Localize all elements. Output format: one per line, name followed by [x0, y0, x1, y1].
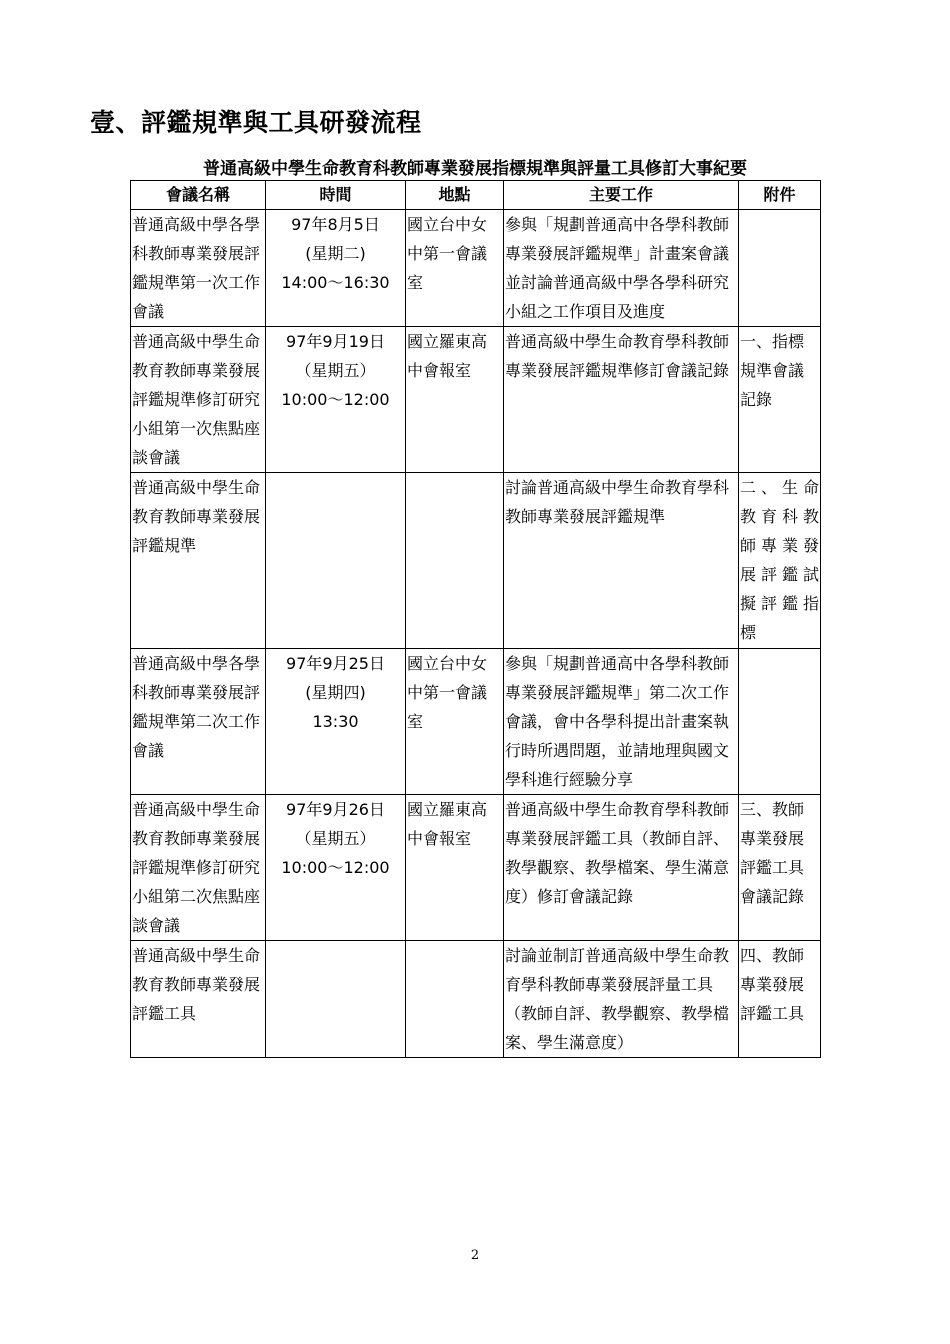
- cell-meeting-name: 普通高級中學生命教育教師專業發展評鑑規準: [131, 473, 266, 649]
- cell-main-work: 參與「規劃普通高中各學科教師專業發展評鑑規準」計畫案會議並討論普通高級中學各學科研究小組之工作項目及進度: [504, 210, 739, 327]
- time-weekday: （星期五）: [295, 829, 376, 848]
- cell-meeting-name: 普通高級中學生命教育教師專業發展評鑑規準修訂研究小組第二次焦點座談會議: [131, 795, 266, 941]
- time-weekday: （星期五）: [295, 361, 376, 380]
- meeting-log-table: [130, 180, 821, 1058]
- time-hours: 13:30: [312, 712, 359, 731]
- time-hours: 14:00～16:30: [281, 273, 390, 292]
- cell-place: 國立台中女中第一會議室: [406, 210, 504, 327]
- table-row: [131, 795, 821, 941]
- cell-meeting-name: 普通高級中學生命教育教師專業發展評鑑規準修訂研究小組第一次焦點座談會議: [131, 327, 266, 473]
- table-row: [131, 941, 821, 1058]
- cell-place: 國立台中女中第一會議室: [406, 649, 504, 795]
- header-place: 地點: [406, 181, 504, 210]
- cell-attachment: [739, 649, 821, 795]
- cell-main-work: 普通高級中學生命教育學科教師專業發展評鑑工具（教師自評、教學觀察、教學檔案、學生滿意度）修訂會議記錄: [504, 795, 739, 941]
- cell-time: [266, 795, 406, 941]
- time-hours: 10:00～12:00: [281, 390, 390, 409]
- cell-time: [266, 941, 406, 1058]
- cell-place: 國立羅東高中會報室: [406, 327, 504, 473]
- header-time: 時間: [266, 181, 406, 210]
- cell-meeting-name: 普通高級中學生命教育教師專業發展評鑑工具: [131, 941, 266, 1058]
- cell-attachment: 三、教師專業發展評鑑工具會議記錄: [739, 795, 821, 941]
- cell-time: [266, 473, 406, 649]
- cell-main-work: 討論並制訂普通高級中學生命教育學科教師專業發展評量工具（教師自評、教學觀察、教學檔案、學生滿意度）: [504, 941, 739, 1058]
- section-heading: 壹、評鑑規準與工具研發流程: [90, 108, 422, 137]
- cell-time: [266, 649, 406, 795]
- time-date: 97年9月25日: [286, 654, 385, 673]
- header-meeting-name: 會議名稱: [131, 181, 266, 210]
- time-weekday: (星期四): [305, 683, 366, 702]
- cell-place: 國立羅東高中會報室: [406, 795, 504, 941]
- cell-attachment: 一、指標規準會議記錄: [739, 327, 821, 473]
- cell-time: [266, 327, 406, 473]
- page-number: 2: [470, 1248, 480, 1263]
- cell-meeting-name: 普通高級中學各學科教師專業發展評鑑規準第二次工作會議: [131, 649, 266, 795]
- table-row: [131, 473, 821, 649]
- cell-main-work: 普通高級中學生命教育學科教師專業發展評鑑規準修訂會議記錄: [504, 327, 739, 473]
- cell-main-work: 討論普通高級中學生命教育學科教師專業發展評鑑規準: [504, 473, 739, 649]
- time-date: 97年8月5日: [291, 215, 380, 234]
- cell-time: [266, 210, 406, 327]
- header-main-work: 主要工作: [504, 181, 739, 210]
- cell-meeting-name: 普通高級中學各學科教師專業發展評鑑規準第一次工作會議: [131, 210, 266, 327]
- table-row: [131, 210, 821, 327]
- cell-main-work: 參與「規劃普通高中各學科教師專業發展評鑑規準」第二次工作會議，會中各學科提出計畫案執行時所遇問題，並請地理與國文學科進行經驗分享: [504, 649, 739, 795]
- cell-attachment: [739, 210, 821, 327]
- cell-place: [406, 941, 504, 1058]
- table-header-row: [131, 181, 821, 210]
- cell-place: [406, 473, 504, 649]
- cell-attachment: 四、教師專業發展評鑑工具: [739, 941, 821, 1058]
- time-date: 97年9月19日: [286, 332, 385, 351]
- table-row: [131, 649, 821, 795]
- table-caption: 普通高級中學生命教育科教師專業發展指標規準與評量工具修訂大事紀要: [203, 159, 747, 179]
- header-attachment: 附件: [739, 181, 821, 210]
- time-hours: 10:00～12:00: [281, 858, 390, 877]
- table-row: [131, 327, 821, 473]
- time-weekday: (星期二): [305, 244, 366, 263]
- cell-attachment: 二、生命教育科教師專業發展評鑑試擬評鑑指標: [739, 473, 821, 649]
- time-date: 97年9月26日: [286, 800, 385, 819]
